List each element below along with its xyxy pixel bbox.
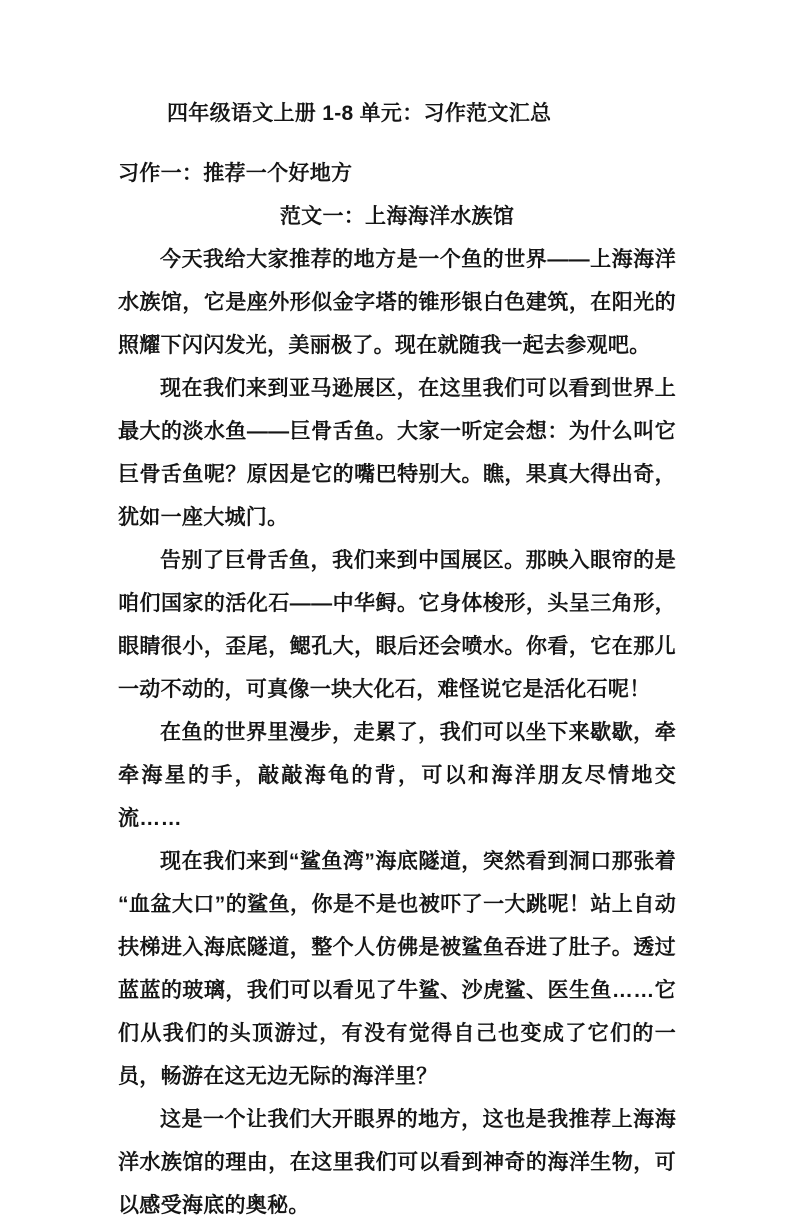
document-title: 四年级语文上册 1-8 单元：习作范文汇总	[167, 102, 552, 125]
essay-paragraph: 告别了巨骨舌鱼，我们来到中国展区。那映入眼帘的是咱们国家的活化石——中华鲟。它身体梭形，头呈三角形，眼睛很小，歪尾，鳃孔大，眼后还会喷水。你看，它在那儿一动不动的，可真像一块大化石，难怪说它是活化石呢！	[118, 549, 676, 701]
essay-paragraph: 在鱼的世界里漫步，走累了，我们可以坐下来歇歇，牵牵海星的手，敲敲海龟的背，可以和海洋朋友尽情地交流……	[118, 721, 676, 830]
essay-paragraph: 今天我给大家推荐的地方是一个鱼的世界——上海海洋水族馆，它是座外形似金字塔的锥形银白色建筑，在阳光的照耀下闪闪发光，美丽极了。现在就随我一起去参观吧。	[118, 248, 676, 357]
essay-paragraph: 这是一个让我们大开眼界的地方，这也是我推荐上海海洋水族馆的理由，在这里我们可以看到神奇的海洋生物，可以感受海底的奥秘。	[118, 1108, 676, 1217]
section-heading-exercise-one: 习作一：推荐一个好地方	[118, 162, 353, 185]
essay-heading-sample-one: 范文一：上海海洋水族馆	[279, 205, 515, 228]
essay-paragraph: 现在我们来到“鲨鱼湾”海底隧道，突然看到洞口那张着“血盆大口”的鲨鱼，你是不是也被吓了一大跳呢！站上自动扶梯进入海底隧道，整个人仿佛是被鲨鱼吞进了肚子。透过蓝蓝的玻璃，我们可以看见了牛鲨、沙虎鲨、医生鱼……它们从我们的头顶游过，有没有觉得自己也变成了它们的一员，畅游在这无边无际的海洋里？	[118, 850, 676, 1088]
essay-paragraph: 现在我们来到亚马逊展区，在这里我们可以看到世界上最大的淡水鱼——巨骨舌鱼。大家一听定会想：为什么叫它巨骨舌鱼呢？原因是它的嘴巴特别大。瞧，果真大得出奇，犹如一座大城门。	[118, 377, 676, 529]
